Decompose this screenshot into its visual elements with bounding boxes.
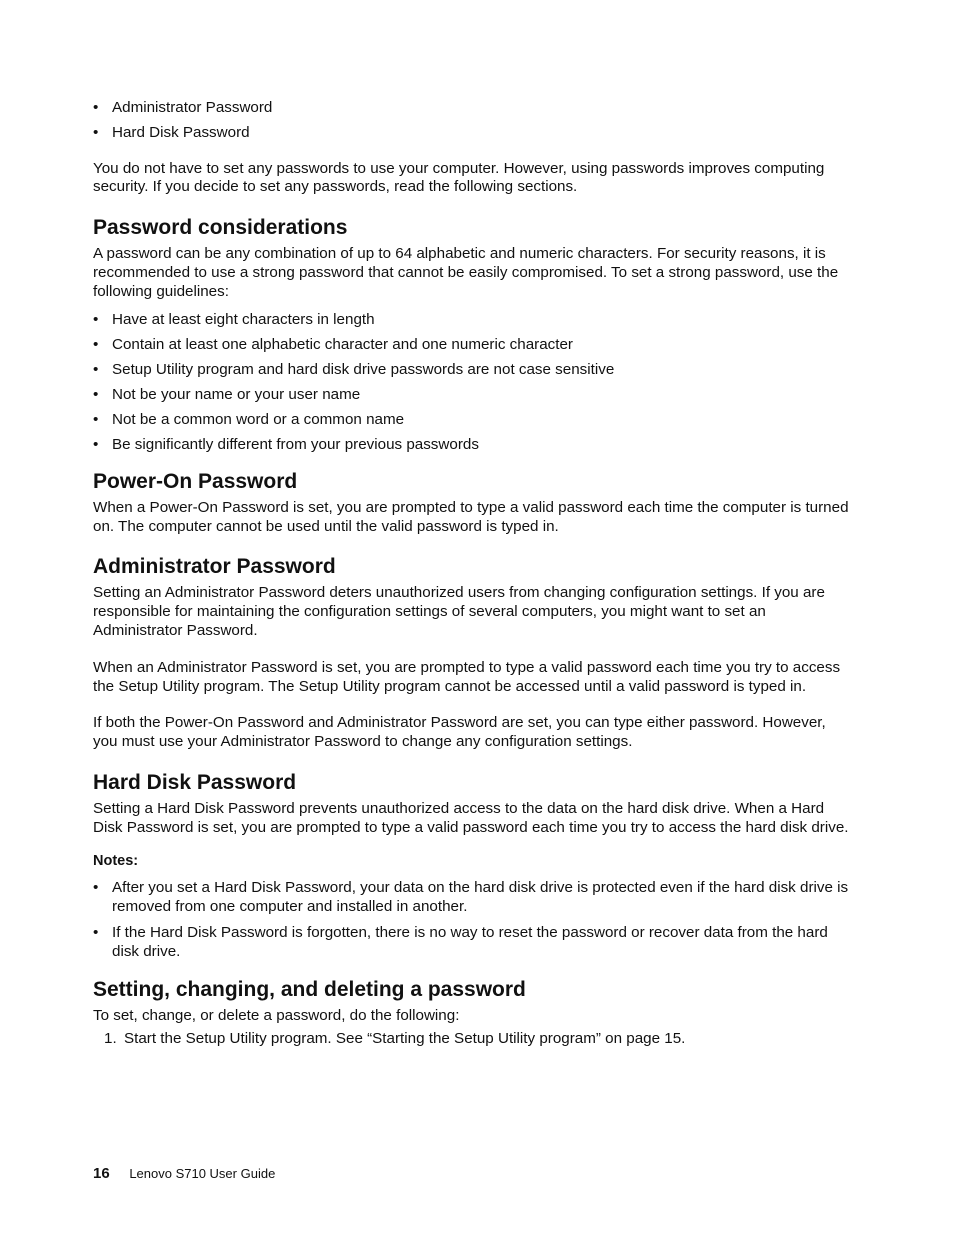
admin-paragraph-2: When an Administrator Password is set, you are prompted to type a valid password each time you try to access the Setup Utility program. The Setup Utility program cannot be accessed until a valid password is typed in.: [93, 658, 841, 695]
setting-paragraph: To set, change, or delete a password, do the following:: [93, 1006, 460, 1024]
intro-paragraph: You do not have to set any passwords to use your computer. However, using passwords improves computing security. If you decide to set any passwords, read the following sections.: [93, 159, 825, 196]
guidelines-list: [93, 311, 853, 455]
list-item: [93, 1030, 853, 1049]
list-item: • If the Hard Disk Password is forgotten, there is no way to reset the password or recover data from the hard disk drive.: [93, 924, 853, 962]
heading-hard-disk-password: Hard Disk Password: [93, 771, 297, 795]
heading-administrator-password: Administrator Password: [93, 555, 336, 579]
admin-paragraph-1: Setting an Administrator Password deters unauthorized users from changing configuration settings. If you are responsible for maintaining the configuration settings of several computers, you might want to set an Administrator Password.: [93, 584, 825, 640]
step-text: Start the Setup Utility program. See “Starting the Setup Utility program” on page 15.: [124, 1030, 686, 1048]
list-item: • After you set a Hard Disk Password, your data on the hard disk drive is protected even if the hard disk drive is removed from one computer and installed in another.: [93, 879, 853, 917]
heading-password-considerations: Password considerations: [93, 216, 348, 240]
list-item: • Be significantly different from your previous passwords: [93, 436, 853, 455]
considerations-paragraph: A password can be any combination of up to 64 alphabetic and numeric characters. For security reasons, it is recommended to use a strong password that cannot be easily compromised. To set a strong password, use the following guidelines:: [93, 245, 839, 300]
list-item: • Setup Utility program and hard disk drive passwords are not case sensitive: [93, 361, 853, 380]
list-item: • Hard Disk Password: [93, 124, 853, 143]
list-item: • Administrator Password: [93, 99, 853, 118]
steps-list: [93, 1030, 853, 1049]
hdd-paragraph: Setting a Hard Disk Password prevents unauthorized access to the data on the hard disk drive. When a Hard Disk Password is set, you are prompted to type a valid password each time you try to access the hard disk drive.: [93, 800, 849, 836]
guide-title: Lenovo S710 User Guide: [129, 1166, 276, 1181]
heading-power-on-password: Power-On Password: [93, 469, 298, 493]
notes-label: Notes:: [93, 852, 139, 869]
heading-setting-password: Setting, changing, and deleting a password: [93, 977, 526, 1001]
step-number: 1.: [104, 1030, 117, 1048]
page-number: 16: [93, 1165, 110, 1182]
intro-list: [93, 99, 853, 143]
admin-paragraph-3: If both the Power-On Password and Administrator Password are set, you can type either password. However, you must use your Administrator Password to change any configuration settings.: [93, 714, 826, 751]
document-body: [93, 99, 853, 1049]
notes-list: [93, 879, 853, 961]
list-item: • Not be your name or your user name: [93, 386, 853, 405]
page-footer: [93, 1165, 275, 1183]
list-item: • Have at least eight characters in length: [93, 311, 853, 330]
power-on-paragraph: When a Power-On Password is set, you are prompted to type a valid password each time the computer is turned on. The computer cannot be used until the valid password is typed in.: [93, 498, 849, 535]
list-item: • Not be a common word or a common name: [93, 411, 853, 430]
list-item: • Contain at least one alphabetic character and one numeric character: [93, 336, 853, 355]
